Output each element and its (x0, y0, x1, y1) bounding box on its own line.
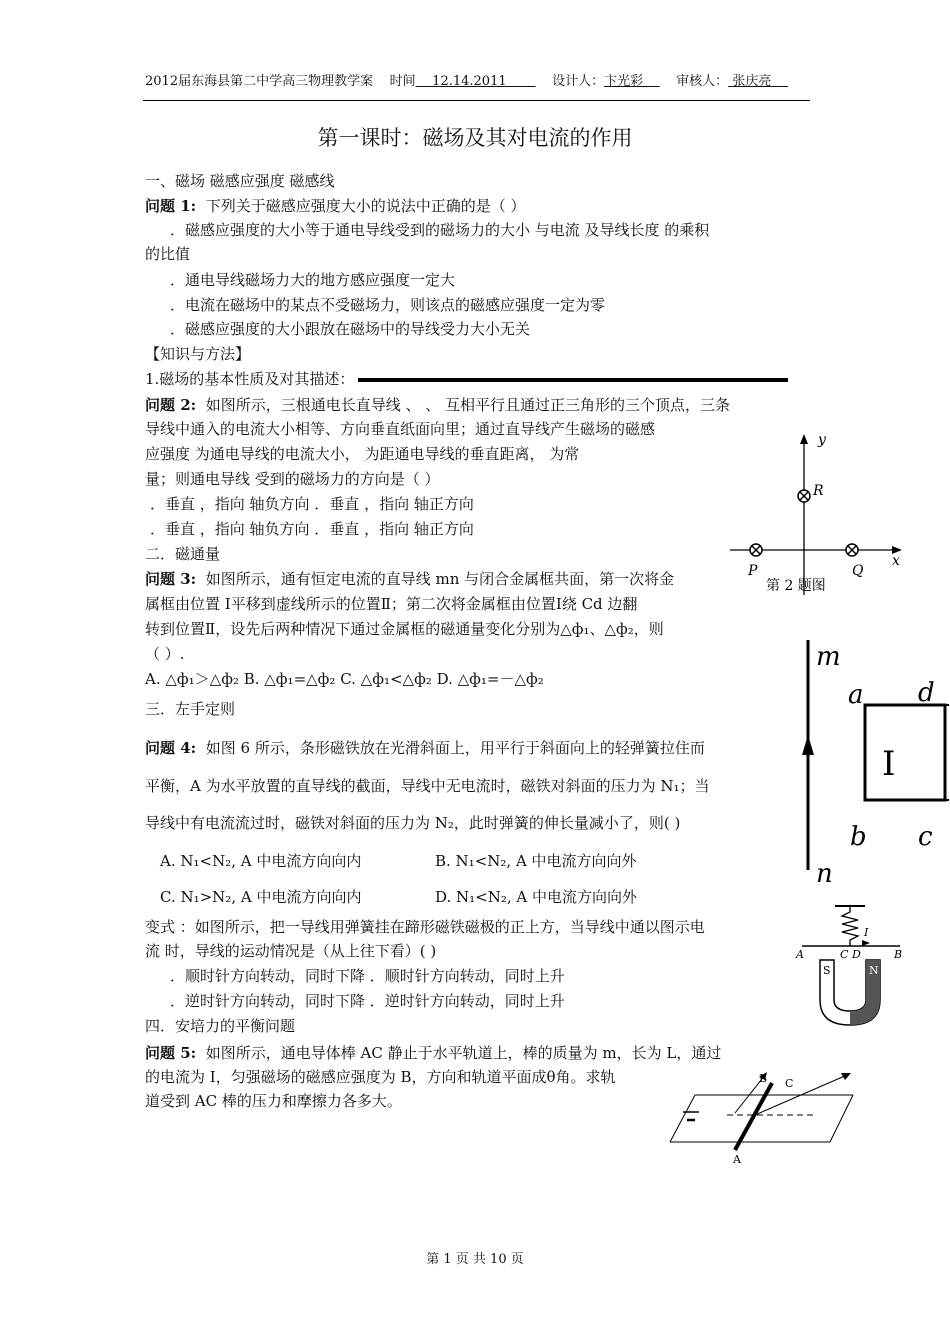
section-2-heading: 二．磁通量 (145, 545, 221, 563)
q4-option-c: C. N₁>N₂, A 中电流方向向内 (160, 888, 362, 906)
label-q: Q (852, 563, 864, 579)
label-a: a (848, 680, 864, 710)
q1-option-b: ．通电导线磁场力大的地方感应强度一定大 (170, 271, 456, 289)
q2-line-4: 量；则通电导线 受到的磁场力的方向是（ ） (145, 470, 440, 488)
label-n: n (816, 859, 833, 889)
section-1-heading: 一、磁场 磁感应强度 磁感线 (145, 172, 335, 190)
label-p: P (748, 563, 758, 579)
q4-option-a: A. N₁<N₂, A 中电流方向向内 (160, 852, 362, 870)
q1-option-a: ．磁感应强度的大小等于通电导线受到的磁场力的大小 与电流 及导线长度 的乘积 (170, 221, 710, 239)
label-b: B (894, 948, 903, 961)
label-position-1: I (882, 744, 896, 784)
q2-line-3: 应强度 为通电导线的电流大小， 为距通电导线的垂直距离， 为常 (145, 445, 580, 463)
label-b: b (850, 822, 867, 852)
label-r: R (813, 483, 824, 499)
section-4-heading: 四．安培力的平衡问题 (145, 1017, 296, 1035)
figure-horseshoe-magnet (790, 900, 920, 1030)
header-time-label: 时间 (389, 74, 416, 89)
figure-2-axes (720, 430, 910, 600)
variant-line-2: 流 时，导线的运动情况是（从上往下看）( ) (145, 942, 437, 960)
q3-line-2: 属框由位置 Ⅰ平移到虚线所示的位置Ⅱ；第二次将金属框由位置Ⅰ绕 Cd 边翻 (145, 595, 638, 613)
page-title: 第一课时：磁场及其对电流的作用 (317, 126, 633, 150)
figure-2-caption: 第 2 题图 (766, 578, 826, 594)
q5-line-3: 道受到 AC 棒的压力和摩擦力各多大。 (145, 1092, 402, 1110)
header-designer: 卞光彩 (604, 74, 644, 89)
header-reviewer: 张庆亮 (732, 74, 772, 89)
label-a: A (796, 948, 804, 961)
q1-stem: 问题 1: 下列关于磁感应强度大小的说法中正确的是（ ） (145, 197, 526, 215)
wire-q-icon (846, 544, 858, 556)
q4-option-d: D. N₁<N₂, A 中电流方向向外 (435, 888, 638, 906)
label-c: c (918, 822, 933, 852)
q2-line-2: 导线中通入的电流大小相等、方向垂直纸面向里；通过直导线产生磁场的磁感 (145, 420, 656, 438)
q3-options: A. △ф₁＞△ф₂ B. △ф₁=△ф₂ C. △ф₁<△ф₂ D. △ф₁=－△ф₂ (145, 670, 544, 688)
header-reviewer-label: 审核人： (676, 74, 729, 89)
wire-p-icon (750, 544, 762, 556)
q4-option-b: B. N₁<N₂, A 中电流方向向外 (435, 852, 637, 870)
label-c: C (840, 948, 849, 961)
label-d: D (852, 948, 861, 961)
label-north-pole: N (869, 964, 879, 977)
label-south-pole: S (823, 964, 831, 977)
label-m: m (816, 642, 841, 672)
q5-line-2: 的电流为 I，匀强磁场的磁感应强度为 B，方向和轨道平面成θ角。求轨 (145, 1068, 616, 1086)
page-header (145, 70, 788, 89)
figure-3-wire-frame (790, 635, 950, 889)
variant-options-row-2: ．逆时针方向转动，同时下降 ．逆时针方向转动，同时上升 (170, 992, 565, 1010)
variant-line-1: 变式 ：如图所示，把一导线用弹簧挂在蹄形磁铁磁极的正上方，当导线中通以图示电 (145, 918, 705, 936)
label-d: d (918, 678, 935, 708)
header-school: 2012届东海县第二中学高三物理教学案 (145, 74, 374, 89)
label-b: B (759, 1072, 768, 1085)
header-divider (143, 100, 810, 101)
knowledge-heading: 【知识与方法】 (145, 345, 251, 363)
header-time: 12.14.2011 (432, 74, 507, 89)
q2-options-row-1: ．垂直 ，指向 轴负方向 ．垂直 ，指向 轴正方向 (150, 495, 474, 513)
q1-option-a-cont: 的比值 (145, 245, 191, 263)
label-current: I (864, 926, 869, 939)
q4-line-3: 导线中有电流流过时，磁铁对斜面的压力为 N₂，此时弹簧的伸长量减小了，则( ) (145, 814, 681, 832)
q1-option-c: ．电流在磁场中的某点不受磁场力，则该点的磁感应强度一定为零 (170, 296, 606, 314)
q4-line-2: 平衡，A 为水平放置的直导线的截面，导线中无电流时，磁铁对斜面的压力为 N₁；当 (145, 777, 710, 795)
page-footer: 第 1 页 共 10 页 (426, 1252, 524, 1267)
knowledge-item-1: 1.磁场的基本性质及对其描述： (145, 368, 788, 389)
label-c: C (785, 1077, 794, 1090)
q1-option-d: ．磁感应强度的大小跟放在磁场中的导线受力大小无关 (170, 320, 531, 338)
q3-line-1: 问题 3: 如图所示，通有恒定电流的直导线 mn 与闭合金属框共面，第一次将金 (145, 570, 675, 588)
q5-line-1: 问题 5: 如图所示，通电导体棒 AC 静止于水平轨道上，棒的质量为 m，长为 L，通过 (145, 1044, 722, 1062)
q3-line-3: 转到位置Ⅱ，设先后两种情况下通过金属框的磁通量变化分别为△ф₁、△ф₂，则 (145, 620, 664, 638)
variant-options-row-1: ．顺时针方向转动，同时下降 ．顺时针方向转动，同时上升 (170, 967, 565, 985)
section-3-heading: 三．左手定则 (145, 700, 236, 718)
figure-5-rails (665, 1065, 865, 1165)
header-designer-label: 设计人： (552, 74, 605, 89)
axis-x-label: x (892, 553, 900, 569)
q2-line-1: 问题 2: 如图所示，三根通电长直导线 、 、 互相平行且通过正三角形的三个顶点，三条 (145, 396, 731, 414)
axis-y-label: y (818, 432, 826, 448)
q2-options-row-2: ．垂直 ，指向 轴负方向 ．垂直 ，指向 轴正方向 (150, 520, 474, 538)
q4-line-1: 问题 4: 如图 6 所示，条形磁铁放在光滑斜面上，用平行于斜面向上的轻弹簧拉住而 (145, 739, 705, 757)
q3-line-4: （ ）. (145, 645, 185, 663)
label-a: A (733, 1153, 741, 1166)
answer-blank (358, 378, 788, 382)
wire-r-icon (798, 490, 810, 502)
